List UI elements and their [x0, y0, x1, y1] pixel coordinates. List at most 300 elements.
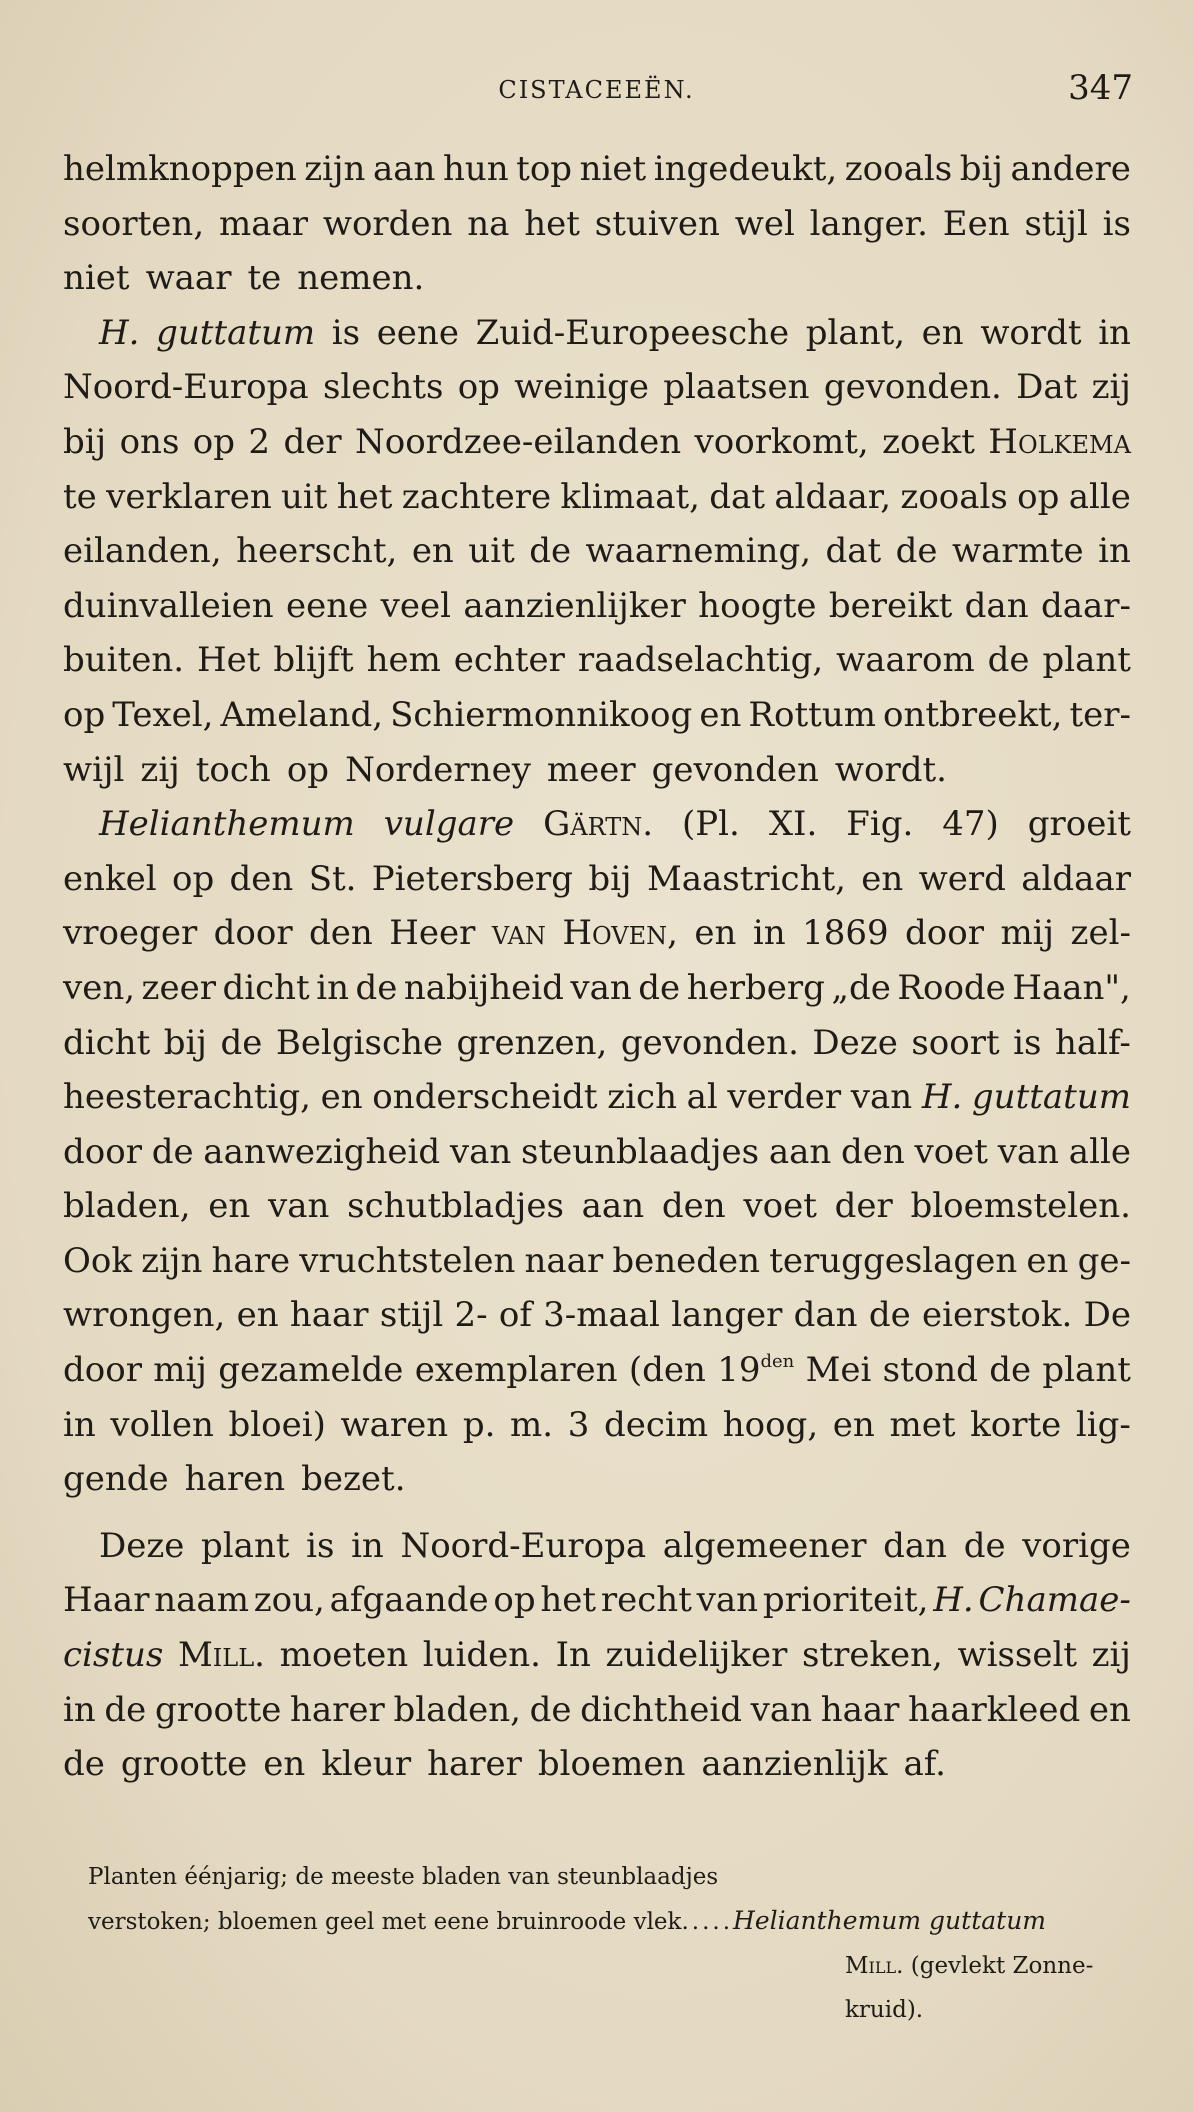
word: Haar: [63, 1580, 150, 1621]
word: en: [832, 1404, 875, 1445]
word: nemen.: [297, 258, 425, 299]
key-line-2: [88, 1899, 1138, 1944]
word: wel: [734, 203, 795, 244]
word: waarom: [836, 640, 975, 681]
word: de: [151, 1131, 194, 1172]
word: 3-maal: [543, 1295, 660, 1336]
word: plant,: [805, 312, 906, 353]
word: en: [921, 312, 964, 353]
word: den: [309, 913, 373, 954]
word: gevonden: [651, 749, 819, 790]
word: vulgare: [383, 804, 515, 845]
word: en: [236, 1295, 279, 1336]
word: uit: [468, 531, 515, 572]
text-line: [63, 1125, 1131, 1180]
word: heesterachtig,: [63, 1077, 311, 1118]
body-text: [63, 142, 1131, 1792]
word: gevonden.: [823, 367, 1002, 408]
word: niet: [63, 258, 130, 299]
word: In: [555, 1635, 591, 1676]
word: mij: [1000, 913, 1055, 954]
text-line: [63, 961, 1131, 1016]
word: H.: [921, 1077, 963, 1118]
word: ge-: [1077, 1240, 1131, 1281]
word: der: [283, 421, 342, 462]
key-line-4: kruid).: [845, 1997, 924, 2023]
text-line: [63, 197, 1131, 252]
word: H.: [99, 312, 140, 353]
word: dan: [964, 585, 1029, 626]
text-line: [63, 1737, 1131, 1792]
word: in: [63, 1689, 96, 1730]
word: maar: [218, 203, 309, 244]
word: lig-: [1075, 1404, 1131, 1445]
word: zachtere: [401, 476, 552, 517]
word: bij: [163, 1022, 207, 1063]
word: bladen,: [393, 1689, 521, 1730]
word: het: [336, 476, 393, 517]
word: op: [63, 694, 106, 735]
word: Roode: [897, 967, 1006, 1008]
word: half-: [1055, 1022, 1131, 1063]
word: aan: [372, 149, 436, 189]
word: Fig.: [846, 804, 914, 845]
word: voorkomt,: [694, 421, 869, 462]
word: afgaande: [329, 1580, 489, 1621]
word: 1869: [802, 913, 889, 954]
word: verklaren: [106, 476, 272, 517]
text-line: [63, 633, 1131, 688]
word: Belgische: [275, 1022, 444, 1063]
word: worden: [322, 203, 453, 244]
word: van: [449, 1131, 512, 1172]
word: enkel: [63, 858, 157, 899]
word: van: [696, 1580, 759, 1621]
text-line: [63, 306, 1131, 361]
word: Noord-Europa: [63, 367, 309, 408]
word: grootte: [120, 1744, 248, 1785]
word: de: [638, 967, 681, 1008]
word: en: [699, 694, 742, 735]
word: den: [661, 1186, 726, 1227]
word: de: [355, 967, 398, 1008]
word: stijl: [1024, 203, 1088, 244]
word: 47): [942, 804, 999, 845]
word: mij: [153, 1350, 207, 1391]
word: niet: [579, 149, 647, 189]
word: dicht: [222, 967, 310, 1008]
word: dan: [793, 1295, 858, 1336]
word: en: [694, 913, 737, 954]
word: haren: [184, 1459, 286, 1500]
word: haar: [289, 1295, 369, 1336]
word: wrongen,: [63, 1295, 226, 1336]
word: hare: [211, 1240, 291, 1281]
word: in: [1098, 531, 1131, 572]
word: korte: [970, 1404, 1062, 1445]
word: zijn: [141, 1240, 203, 1281]
word: Chamae-: [978, 1580, 1131, 1621]
word: van: [570, 967, 632, 1008]
word: Rottum: [748, 694, 876, 735]
word: Dat: [1016, 367, 1078, 408]
text-line: [63, 1398, 1131, 1453]
word: de: [868, 1295, 911, 1336]
word: vroeger: [63, 913, 198, 954]
word: Noord-Europa: [400, 1525, 647, 1566]
word: ontbreekt,: [883, 694, 1063, 735]
word: ingedeukt,: [653, 149, 838, 189]
text-line: [63, 1519, 1131, 1574]
word: aan: [581, 1186, 645, 1227]
word: zoekt: [882, 421, 975, 462]
word: na: [467, 203, 510, 244]
word: top: [516, 149, 573, 189]
word: den: [840, 1131, 905, 1172]
word: Het: [196, 640, 261, 681]
word: schutbladjes: [347, 1186, 564, 1227]
word: aldaar: [1021, 858, 1131, 899]
word: Mill.: [177, 1635, 265, 1676]
word: in: [752, 913, 786, 954]
word: zij: [140, 749, 180, 790]
word: haarkleed: [908, 1689, 1081, 1730]
word: door: [63, 1350, 142, 1391]
word: uit: [281, 476, 328, 517]
text-line: [63, 852, 1131, 907]
word: verder: [727, 1077, 842, 1118]
key-description: verstoken; bloemen geel met eene bruinroode vlek: [88, 1909, 682, 1935]
word: Zuid-Europeesche: [475, 312, 790, 353]
ordinal-suffix: den: [760, 1351, 795, 1373]
word: in: [316, 967, 349, 1008]
word: plant: [1042, 640, 1131, 681]
word: zooals: [844, 149, 953, 189]
key-common-name: (gevlekt Zonne-: [910, 1953, 1094, 1979]
word: 3: [567, 1404, 590, 1445]
word: ter-: [1069, 694, 1131, 735]
word: hun: [442, 149, 509, 189]
text-line: [63, 1683, 1131, 1738]
word: den: [229, 858, 294, 899]
text-line: [63, 1070, 1131, 1125]
word: Mei: [805, 1350, 872, 1391]
word: bereikt: [828, 585, 953, 626]
text-line: [63, 688, 1131, 743]
word: gezamelde: [218, 1350, 404, 1391]
word: naar: [524, 1240, 604, 1281]
word: ven,: [63, 967, 136, 1008]
text-line: [63, 470, 1131, 525]
word: van: [997, 1131, 1060, 1172]
word: harer: [427, 1744, 522, 1785]
word: bij: [588, 858, 632, 899]
word: algemeener: [662, 1525, 867, 1566]
text-line: [63, 1573, 1131, 1628]
word: H.: [933, 1580, 974, 1621]
text-line: [63, 415, 1131, 470]
word: weinige: [514, 367, 649, 408]
word: 2: [248, 421, 271, 462]
word: op: [286, 749, 330, 790]
word: plant: [1042, 1350, 1131, 1391]
text-line: [63, 1179, 1131, 1234]
word: dicht: [63, 1022, 151, 1063]
word: vollen: [110, 1404, 214, 1445]
word: Texel,: [112, 694, 214, 735]
word: en: [1026, 1240, 1069, 1281]
key-line-3: [845, 1944, 1193, 1988]
word: XI.: [768, 804, 818, 845]
word: slechts: [322, 367, 444, 408]
word: stuiven: [594, 203, 720, 244]
word: m.: [510, 1404, 554, 1445]
text-line: [63, 251, 1131, 306]
word: vorige: [1022, 1525, 1131, 1566]
word: heerscht,: [236, 531, 398, 572]
word: in: [351, 1525, 384, 1566]
word: van: [750, 1689, 813, 1730]
word: onderscheidt: [372, 1077, 598, 1118]
word: De: [1083, 1295, 1131, 1336]
word: langer.: [809, 203, 928, 244]
text-line: [63, 1343, 1131, 1398]
text-line: [63, 1452, 1131, 1507]
word: Gärtn.: [543, 804, 654, 845]
word: de: [529, 1689, 572, 1730]
text-line: [63, 579, 1131, 634]
word: herberg: [686, 967, 825, 1008]
word: dat: [709, 476, 765, 517]
word: (Pl.: [682, 804, 740, 845]
word: nabijheid: [403, 967, 564, 1008]
word: „de: [831, 967, 891, 1008]
word: de: [895, 531, 938, 572]
word: gende: [63, 1459, 169, 1500]
word: en: [411, 531, 454, 572]
word: helmknoppen: [63, 149, 297, 189]
word: zooals: [900, 476, 1008, 517]
word: en: [861, 858, 904, 899]
word: zeer: [141, 967, 216, 1008]
word: Helianthemum: [99, 804, 355, 845]
word: eilanden,: [63, 531, 222, 572]
word: en: [1088, 1689, 1131, 1730]
word: hoog,: [722, 1404, 819, 1445]
word: zij: [1091, 1635, 1131, 1676]
word: voet: [743, 1186, 817, 1227]
word: wordt.: [834, 749, 947, 790]
word: luiden.: [422, 1635, 541, 1676]
text-line: [63, 360, 1131, 415]
word: St.: [308, 858, 357, 899]
word: zij: [1091, 367, 1131, 408]
text-line: [63, 1628, 1131, 1683]
word: grootte: [154, 1689, 282, 1730]
word: is: [331, 312, 361, 353]
word: bloemen: [537, 1744, 686, 1785]
word: op: [1017, 476, 1060, 517]
word: andere: [1010, 149, 1131, 189]
word: Schiermonnikoog: [390, 694, 693, 735]
word: vruchtstelen: [299, 1240, 516, 1281]
word: de: [987, 640, 1030, 681]
word: zel-: [1070, 913, 1131, 954]
word: wisselt: [957, 1635, 1078, 1676]
word: zou,: [253, 1580, 325, 1621]
word: bladen,: [63, 1186, 191, 1227]
word: daar-: [1040, 585, 1131, 626]
word: is: [1102, 203, 1131, 244]
word: te: [247, 258, 282, 299]
word: Ameland,: [220, 694, 384, 735]
word: eierstok.: [921, 1295, 1073, 1336]
text-line: [63, 1288, 1131, 1343]
word: recht: [600, 1580, 692, 1621]
word: door: [905, 913, 984, 954]
word: voet: [914, 1131, 988, 1172]
word: hem: [366, 640, 441, 681]
word: Deze: [99, 1525, 185, 1566]
word: en: [208, 1186, 251, 1227]
word: met: [889, 1404, 956, 1445]
word: zuidelijker: [605, 1635, 788, 1676]
word: van: [268, 1186, 330, 1227]
word: dichtheid: [580, 1689, 743, 1730]
word: bloemstelen.: [910, 1186, 1131, 1227]
word: Heer: [389, 913, 476, 954]
word: $19^{den}$: [717, 1350, 795, 1391]
word: raadselachtig,: [577, 640, 824, 681]
word: Holkema: [988, 421, 1131, 462]
word: bij: [63, 421, 107, 462]
word: bezet.: [301, 1459, 406, 1500]
word: naam: [154, 1580, 249, 1621]
word: door: [63, 1131, 142, 1172]
word: hoogte: [698, 585, 817, 626]
key-author: Mill.: [845, 1953, 904, 1979]
word: meer: [546, 749, 636, 790]
identification-key: [88, 1855, 1138, 2032]
word: steunblaadjes: [521, 1131, 760, 1172]
page-header: [60, 68, 1133, 112]
word: de: [963, 1525, 1006, 1566]
word: waren: [340, 1404, 449, 1445]
word: teruggeslagen: [769, 1240, 1018, 1281]
word: Pietersberg: [371, 858, 574, 899]
word: plant: [201, 1525, 290, 1566]
word: is: [306, 1525, 335, 1566]
word: grenzen,: [456, 1022, 608, 1063]
word: wijl: [63, 749, 125, 790]
word: warmte: [951, 531, 1084, 572]
word: Haan",: [1012, 967, 1131, 1008]
word: in: [1098, 312, 1131, 353]
word: duinvalleien: [63, 585, 274, 626]
word: moeten: [279, 1635, 409, 1676]
word: aldaar,: [774, 476, 892, 517]
word: haar: [820, 1689, 900, 1730]
word: Hoven,: [562, 913, 678, 954]
word: bij: [959, 149, 1003, 189]
word: het: [540, 1580, 597, 1621]
word: aanwezigheid: [203, 1131, 441, 1172]
word: Een: [942, 203, 1010, 244]
word: van: [491, 913, 546, 954]
word: de: [989, 1350, 1032, 1391]
word: stijl: [379, 1295, 444, 1336]
word: van: [850, 1077, 913, 1118]
word: wordt: [980, 312, 1082, 353]
text-line: [63, 1016, 1131, 1071]
word: toch: [195, 749, 271, 790]
word: te: [63, 476, 97, 517]
text-line: [63, 524, 1131, 579]
word: der: [834, 1186, 893, 1227]
word: buiten.: [63, 640, 185, 681]
word: Ook: [63, 1240, 132, 1281]
word: de: [63, 1744, 105, 1785]
word: en: [263, 1744, 306, 1785]
word: beneden: [612, 1240, 761, 1281]
word: de: [529, 531, 572, 572]
word: gevonden.: [620, 1022, 799, 1063]
word: dan: [883, 1525, 948, 1566]
word: al: [686, 1077, 718, 1118]
word: waar: [145, 258, 232, 299]
word: op: [457, 367, 500, 408]
word: Maastricht,: [646, 858, 846, 899]
word: werd: [918, 858, 1006, 899]
word: aanzienlijk: [701, 1744, 888, 1785]
word: Noordzee-eilanden: [354, 421, 682, 462]
word: af.: [903, 1744, 946, 1785]
word: prioriteit,: [762, 1580, 929, 1621]
word: veel: [380, 585, 451, 626]
word: klimaat,: [560, 476, 700, 517]
page-number: 347: [1068, 68, 1133, 108]
word: waarneming,: [585, 531, 812, 572]
word: eene: [376, 312, 459, 353]
word: in: [63, 1404, 96, 1445]
word: op: [493, 1580, 536, 1621]
word: soorten,: [63, 203, 205, 244]
word: op: [192, 421, 236, 462]
text-line: [63, 743, 1131, 798]
word: kleur: [321, 1744, 412, 1785]
word: p.: [462, 1404, 496, 1445]
word: bloei): [228, 1404, 326, 1445]
word: streken,: [801, 1635, 943, 1676]
word: soort: [911, 1022, 1000, 1063]
word: groeit: [1027, 804, 1131, 845]
key-leader-dots: .....: [681, 1909, 734, 1935]
text-line: [63, 797, 1131, 852]
word: ons: [119, 421, 180, 462]
word: het: [524, 203, 580, 244]
word: echter: [453, 640, 565, 681]
word: alle: [1068, 1131, 1131, 1172]
word: op: [171, 858, 215, 899]
word: de: [104, 1689, 147, 1730]
word: aanzienlijker: [463, 585, 686, 626]
key-species-name: Helianthemum guttatum: [733, 1906, 1046, 1935]
word: de: [220, 1022, 263, 1063]
word: zich: [607, 1077, 677, 1118]
key-line-1: Planten éénjarig; de meeste bladen van steunblaadjes: [88, 1864, 719, 1890]
word: decim: [604, 1404, 709, 1445]
word: dat: [825, 531, 882, 572]
